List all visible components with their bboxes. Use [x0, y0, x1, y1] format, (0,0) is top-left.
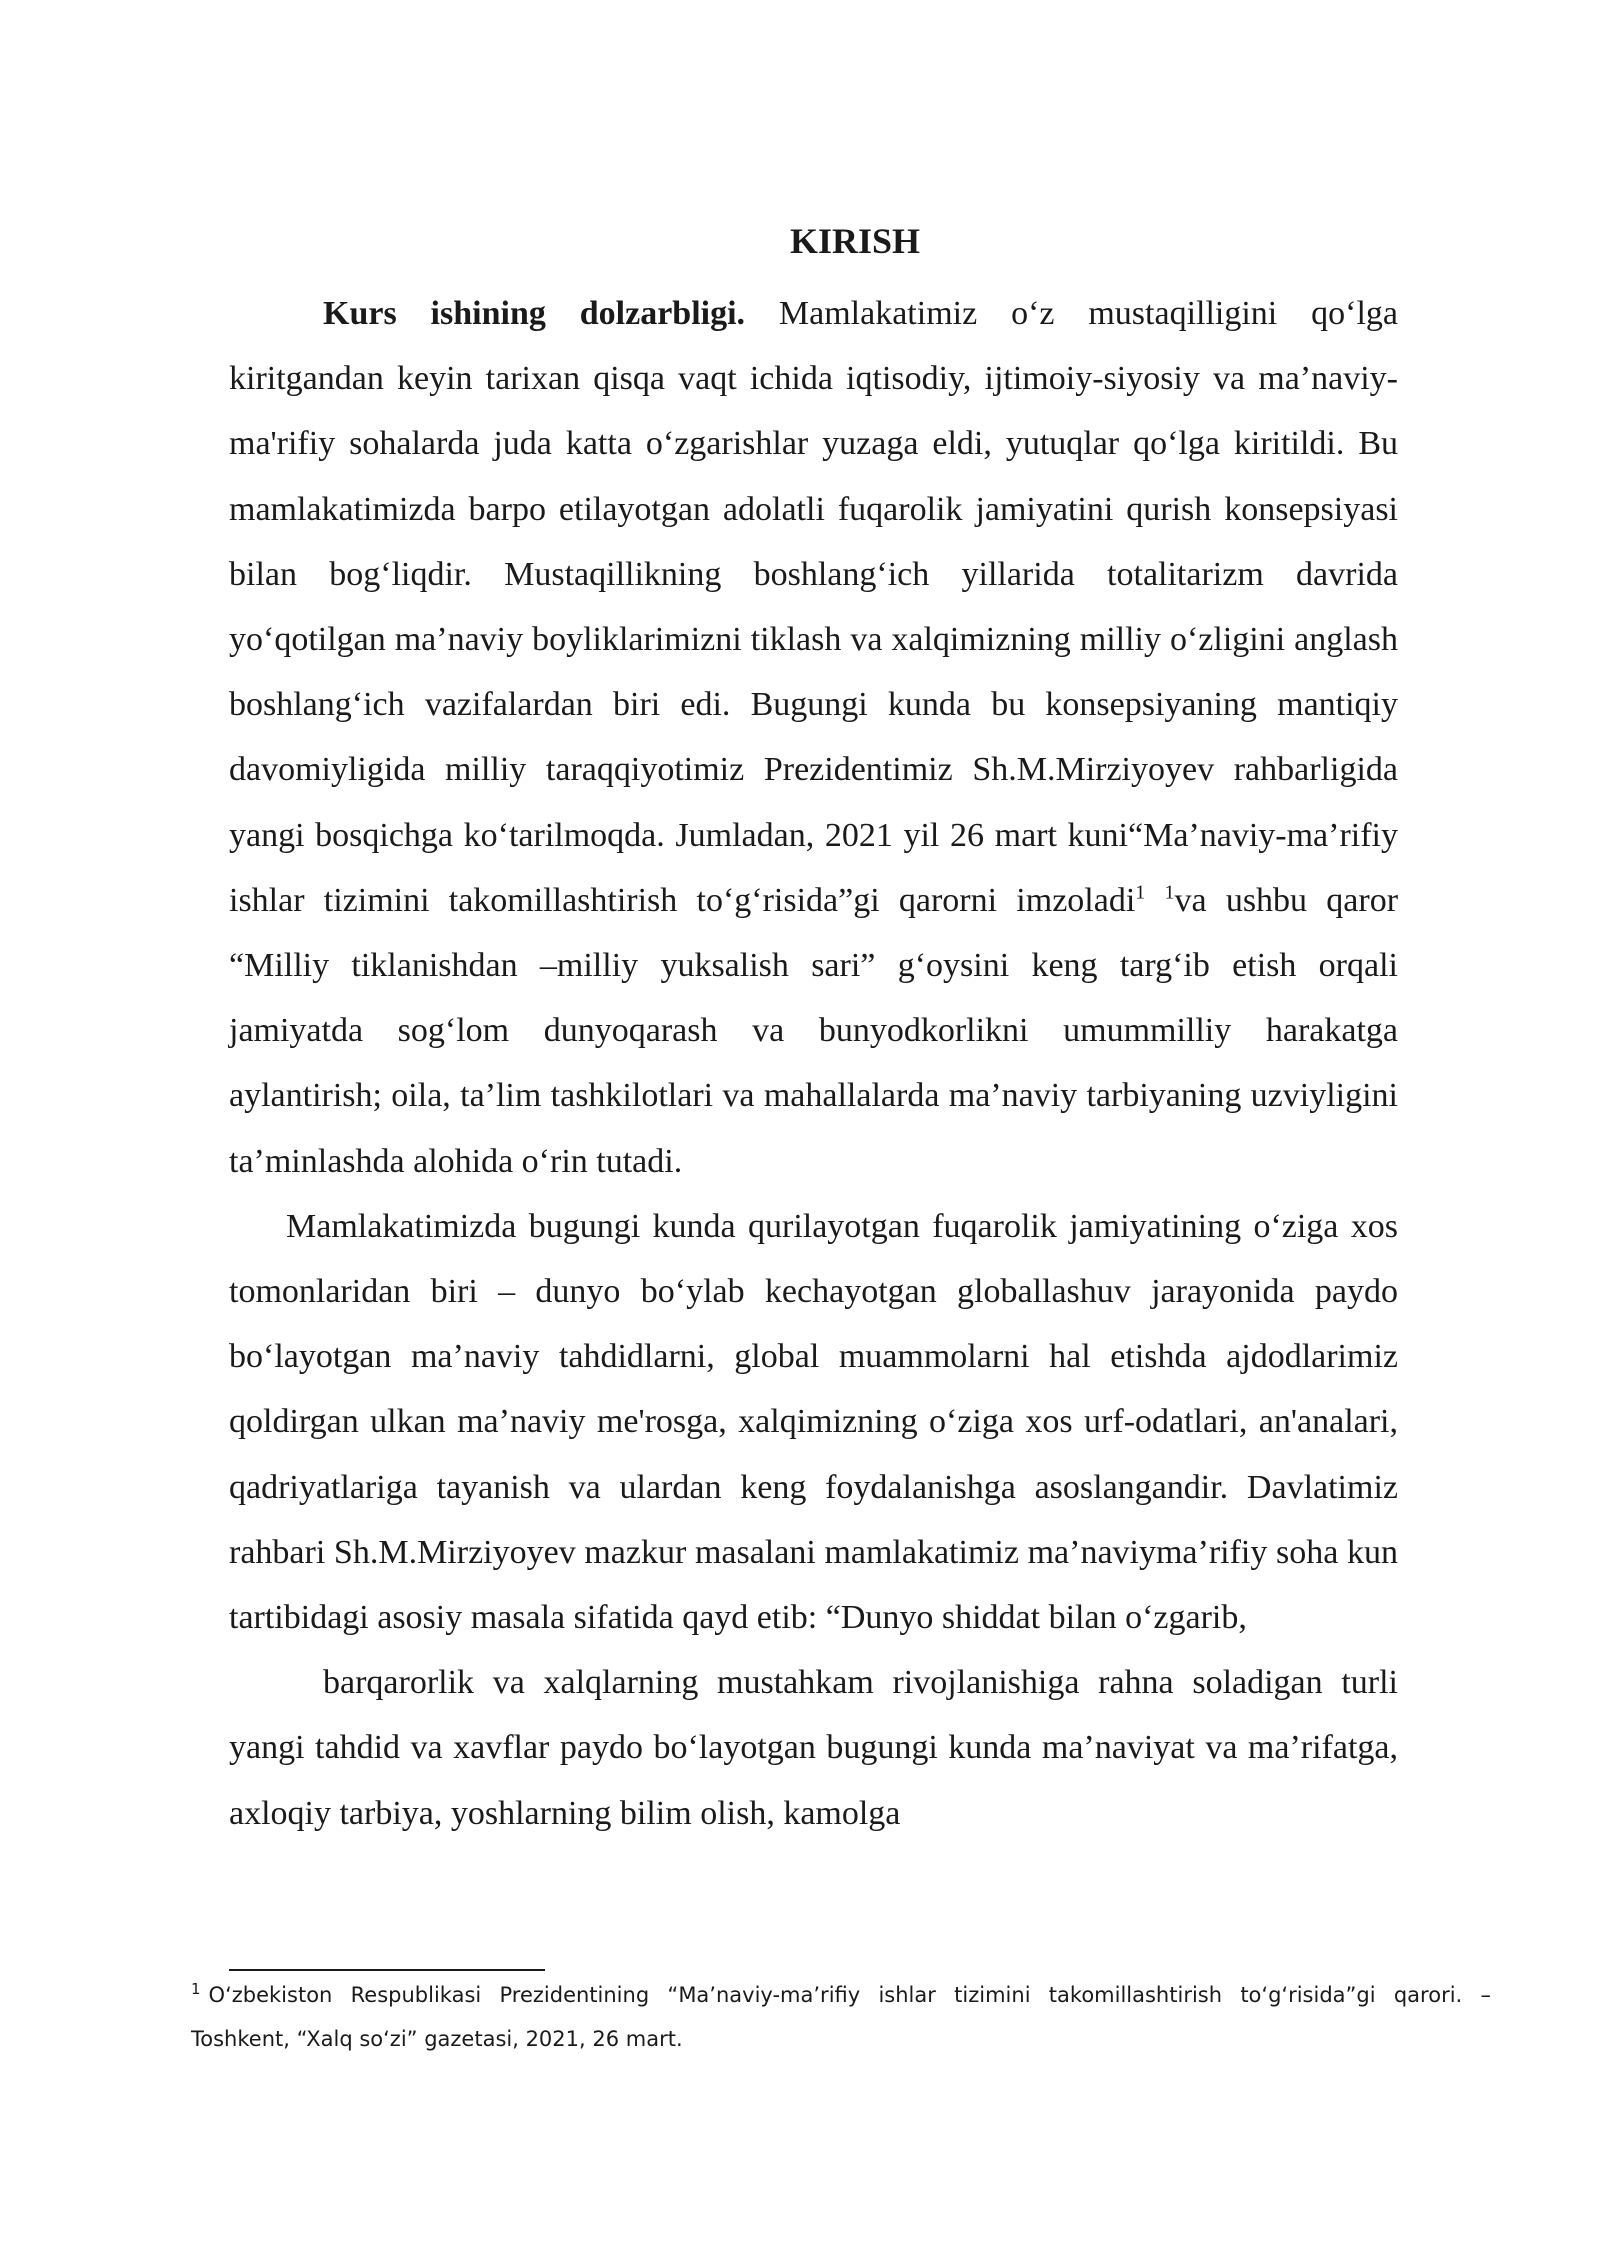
- paragraph-stability: barqarorlik va xalqlarning mustahkam rivojlanishiga rahna soladigan turli yangi tahdid va xavflar paydo bo‘layotgan bugungi kunda ma’naviyat va ma’rifatga, axloqiy tarbiya, yoshlarning bilim olish, kamolga: [229, 1664, 1398, 1832]
- footnote-reference[interactable]: 1: [1135, 881, 1146, 904]
- footnote-separator: [229, 1969, 545, 1971]
- section-lead: Kurs ishining dolzarbligi.: [323, 295, 746, 332]
- footnote-reference[interactable]: 1: [1164, 881, 1175, 904]
- footnote: [191, 1973, 1491, 2061]
- paragraph-relevance: [229, 281, 1398, 1194]
- paragraph-text: va ushbu qaror “Milliy tiklanishdan –milliy yuksalish sari” g‘oysini keng targ‘ib etish orqali jamiyatda sog‘lom dunyoqarash va bunyodkorlikni umummilliy harakatga aylantirish; oila, ta’lim tashkilotlari va mahallalarda ma’naviy tarbiyaning uzviyligini ta’minlashda alohida o‘rin tutadi.: [229, 881, 1399, 1180]
- footnote-number: 1: [191, 1980, 201, 1998]
- body-text: [229, 281, 1398, 1846]
- paragraph-text: Mamlakatimiz o‘z mustaqilligini qo‘lga kiritgandan keyin tarixan qisqa vaqt ichida iqtisodiy, ijtimoiy-siyosiy va ma’naviy-ma'rifiy sohalarda juda katta o‘zgarishlar yuzaga eldi, yutuqlar qo‘lga kiritildi. Bu mamlakatimizda barpo etilayotgan adolatli fuqarolik jamiyatini qurish konsepsiyasi bilan bog‘liqdir. Mustaqillikning boshlang‘ich yillarida totalitarizm davrida yo‘qotilgan ma’naviy boyliklarimizni tiklash va xalqimizning milliy o‘zligini anglash boshlang‘ich vazifalardan biri edi. Bugungi kunda bu konsepsiyaning mantiqiy davomiyligida milliy taraqqiyotimiz Prezidentimiz Sh.M.Mirziyoyev rahbarligida yangi bosqichga ko‘tarilmoqda. Jumladan, 2021 yil 26 mart kuni“Ma’naviy-ma’rifiy ishlar tizimini takomillashtirish to‘g‘risida”gi qarorni imzoladi: [229, 295, 1398, 919]
- paragraph-civil-society: Mamlakatimizda bugungi kunda qurilayotgan fuqarolik jamiyatining o‘ziga xos tomonlaridan biri – dunyo bo‘ylab kechayotgan globallashuv jarayonida paydo bo‘layotgan ma’naviy tahdidlarni, global muammolarni hal etishda ajdodlarimiz qoldirgan ulkan ma’naviy me'rosga, xalqimizning o‘ziga xos urf-odatlari, an'analari, qadriyatlariga tayanish va ulardan keng foydalanishga asoslangandir. Davlatimiz rahbari Sh.M.Mirziyoyev mazkur masalani mamlakatimiz ma’naviyma’rifiy soha kun tartibidagi asosiy masala sifatida qayd etib: “Dunyo shiddat bilan o‘zgarib,: [229, 1207, 1398, 1637]
- footnote-text: O‘zbekiston Respublikasi Prezidentining “Ma’naviy-ma’rifiy ishlar tizimini takomillashtirish to‘g‘risida”gi qarori. – Toshkent, “Xalq so‘zi” gazetasi, 2021, 26 mart.: [191, 1983, 1491, 2051]
- page-title: KIRISH: [789, 221, 921, 261]
